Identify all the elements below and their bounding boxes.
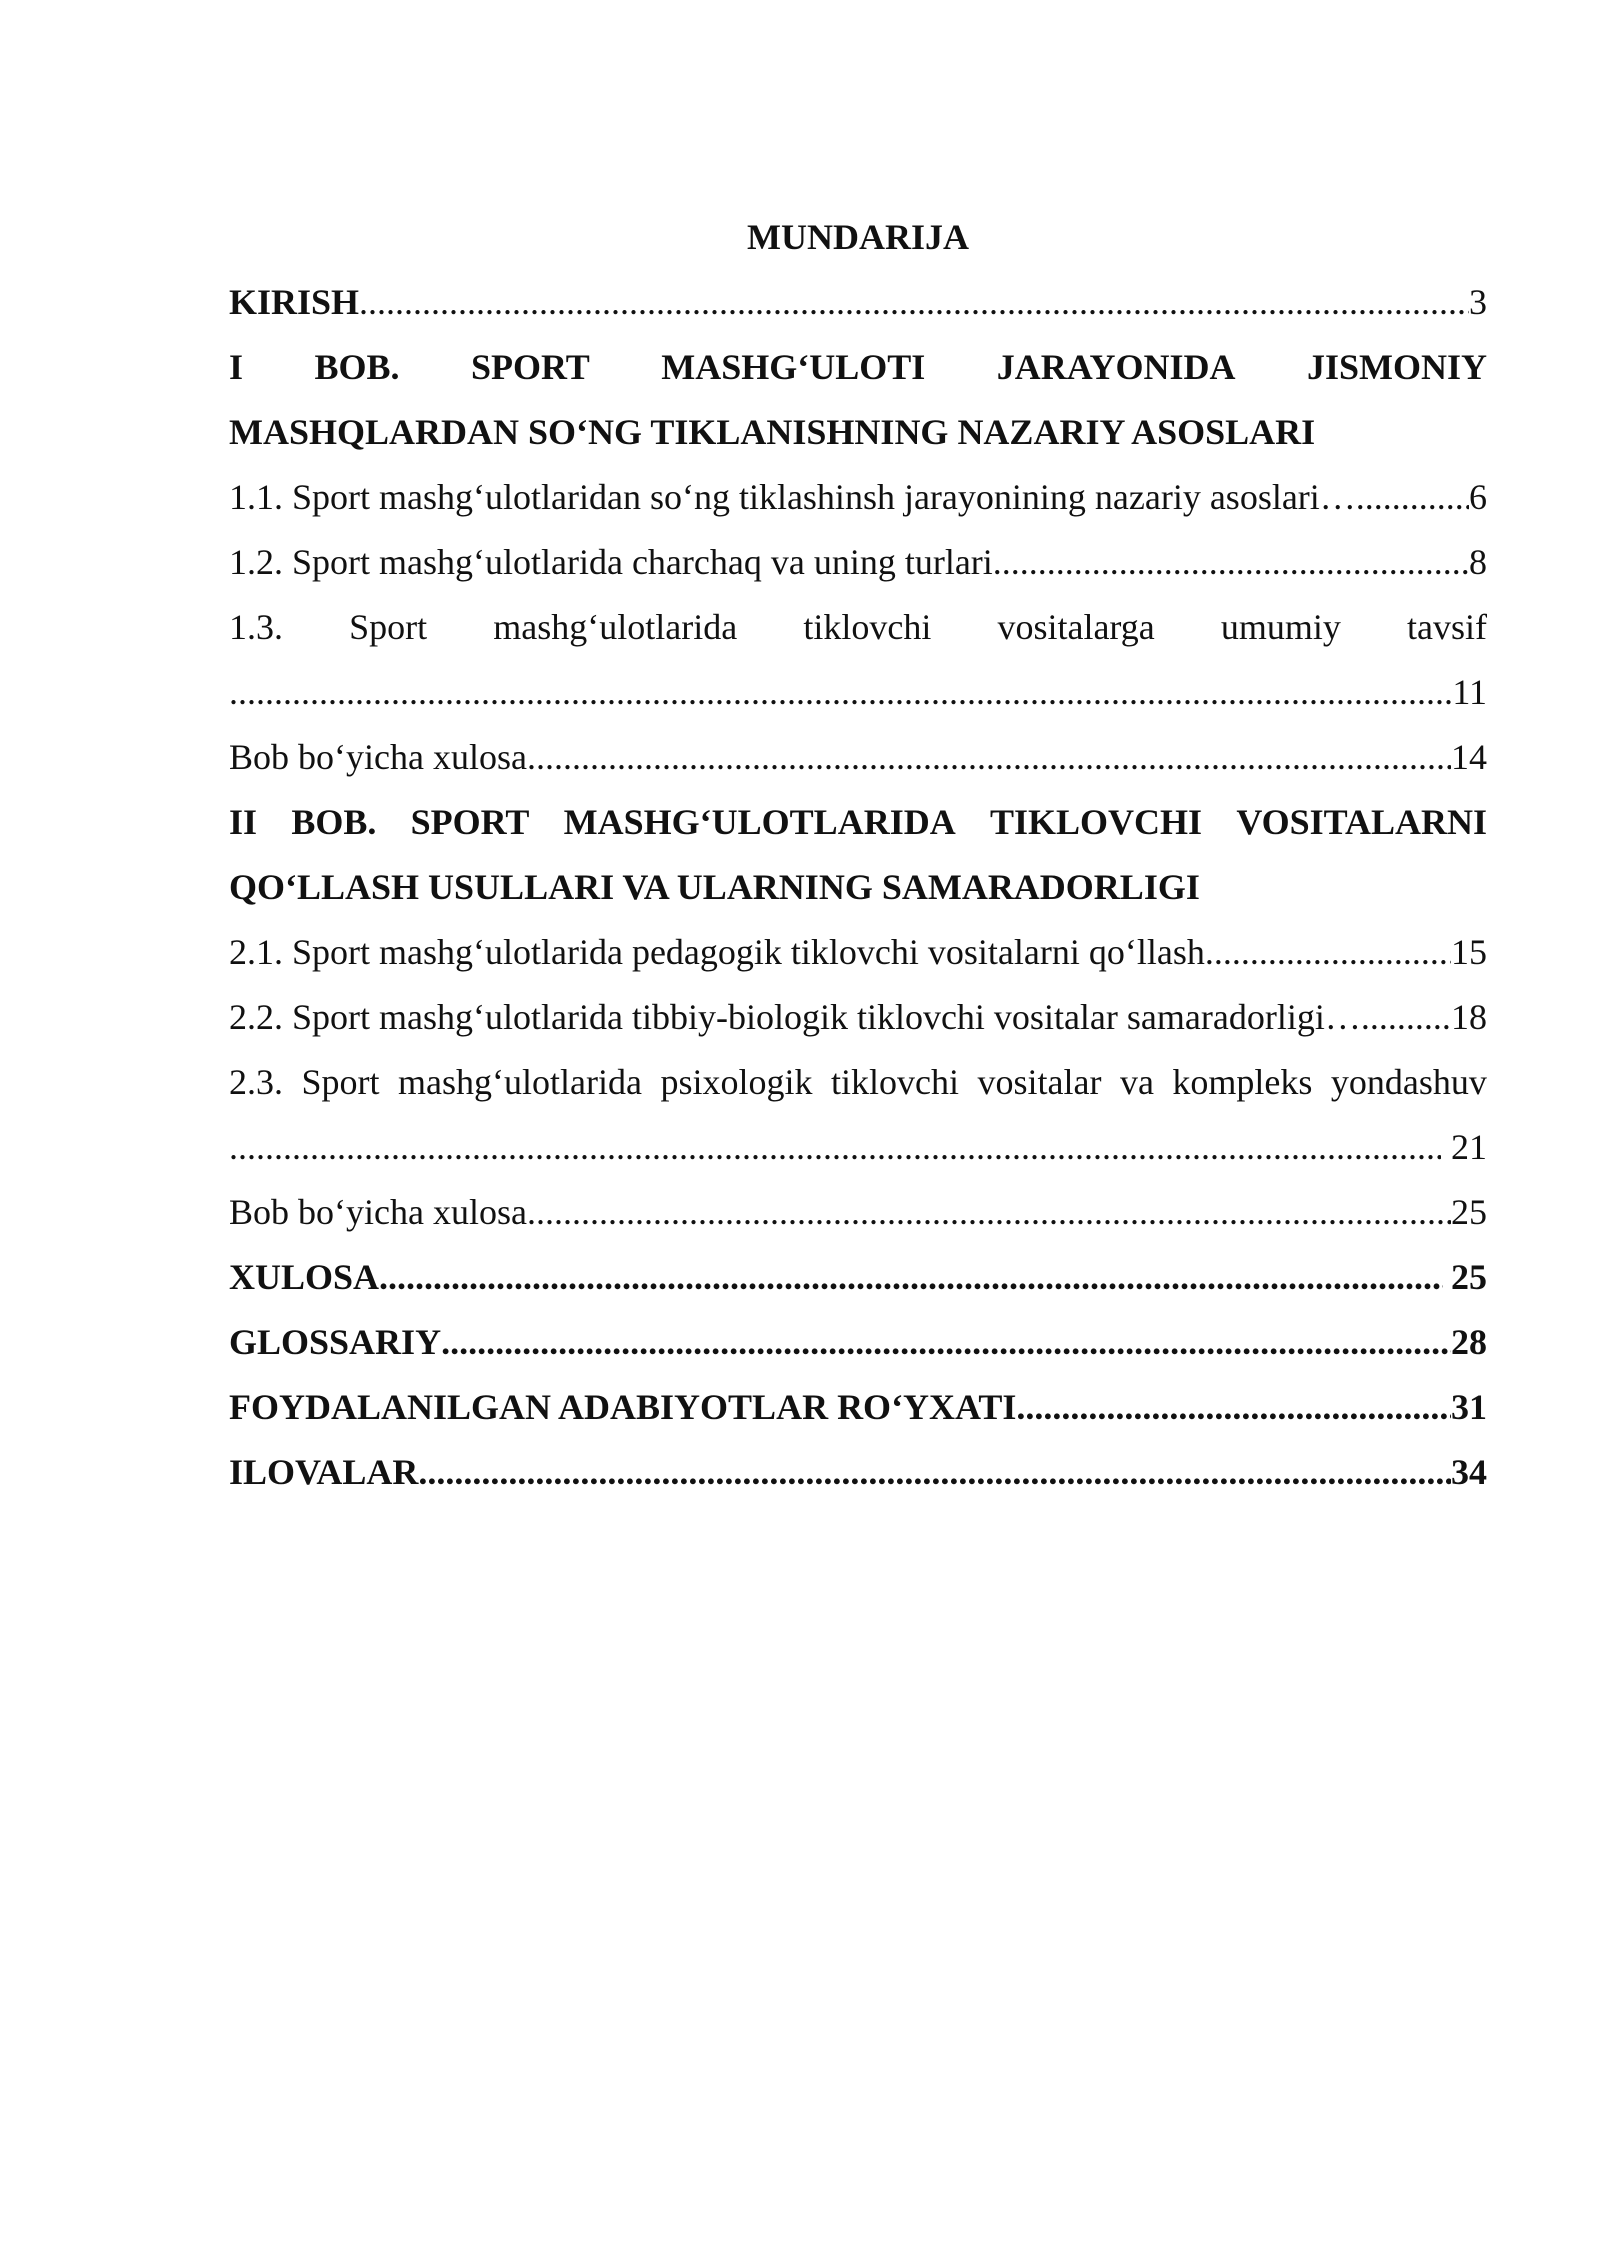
- dot-leader: [1205, 920, 1451, 985]
- toc-entry-2-3-line-1[interactable]: [229, 1050, 1487, 1115]
- word: Sport: [349, 607, 428, 647]
- word: TIKLOVCHI: [989, 802, 1203, 842]
- toc-entry-1-3-line-2[interactable]: [229, 660, 1487, 725]
- word: vositalarga: [997, 607, 1155, 647]
- toc-entry-text: FOYDALANILGAN ADABIYOTLAR RO‘YXATI: [229, 1387, 1017, 1427]
- dot-leader: [441, 1310, 1451, 1375]
- toc-entry-1-1[interactable]: [229, 465, 1487, 530]
- toc-chapter-1-line-1[interactable]: [229, 335, 1487, 400]
- toc-entry-text: KIRISH: [229, 282, 360, 322]
- toc-entry-text: 2.1. Sport mashg‘ulotlarida pedagogik tiklovchi vositalarni qo‘llash: [229, 932, 1205, 972]
- toc-page-number: 31: [1451, 1387, 1487, 1427]
- toc-entry-adabiyotlar[interactable]: [229, 1375, 1487, 1440]
- toc-entry-1-2[interactable]: [229, 530, 1487, 595]
- toc-entry-2-2[interactable]: [229, 985, 1487, 1050]
- word: Sport: [301, 1062, 380, 1102]
- toc-entry-text: Bob bo‘yicha xulosa: [229, 737, 527, 777]
- toc-chapter-2-line-2[interactable]: QO‘LLASH USULLARI VA ULARNING SAMARADORLIGI: [229, 867, 1200, 907]
- toc-entry-text: 2.2. Sport mashg‘ulotlarida tibbiy-biologik tiklovchi vositalar samaradorligi…: [229, 997, 1361, 1037]
- word: BOB.: [291, 802, 377, 842]
- word: BOB.: [314, 347, 400, 387]
- word: MASHG‘ULOTI: [661, 347, 926, 387]
- toc-page-number: 34: [1451, 1452, 1487, 1492]
- word: 2.3.: [229, 1062, 283, 1102]
- toc-page-number: 15: [1451, 932, 1487, 972]
- word: SPORT: [410, 802, 530, 842]
- toc-page-number: 21: [1451, 1127, 1487, 1167]
- toc-title: MUNDARIJA: [747, 217, 969, 257]
- toc-chapter-1-line-2[interactable]: MASHQLARDAN SO‘NG TIKLANISHNING NAZARIY ASOSLARI: [229, 412, 1316, 452]
- word: tiklovchi: [830, 1062, 959, 1102]
- toc-entry-1-3-line-1[interactable]: [229, 595, 1487, 660]
- dot-leader: [1356, 465, 1469, 530]
- word: umumiy: [1220, 607, 1341, 647]
- toc-entry-text: 1.2. Sport mashg‘ulotlarida charchaq va uning turlari: [229, 542, 993, 582]
- dot-leader: [379, 1245, 1443, 1310]
- dot-leader: [229, 660, 1452, 725]
- dot-leader: [527, 725, 1451, 790]
- word: MASHG‘ULOTLARIDA: [563, 802, 956, 842]
- toc-page-number: 25: [1451, 1192, 1487, 1232]
- toc-entry-chapter-2-summary[interactable]: [229, 1180, 1487, 1245]
- word: va: [1119, 1062, 1154, 1102]
- toc-entry-ilovalar[interactable]: [229, 1440, 1487, 1505]
- word: psixologik: [660, 1062, 813, 1102]
- toc-page-number: 6: [1469, 477, 1487, 517]
- word: mashg‘ulotlarida: [493, 607, 738, 647]
- toc-entry-2-1[interactable]: [229, 920, 1487, 985]
- toc-entry-kirish[interactable]: [229, 270, 1487, 335]
- word: II: [229, 802, 258, 842]
- dot-leader: [527, 1180, 1451, 1245]
- dot-leader: [993, 530, 1469, 595]
- toc-entry-text: 1.1. Sport mashg‘ulotlaridan so‘ng tiklashinsh jarayonining nazariy asoslari…: [229, 477, 1356, 517]
- word: JISMONIY: [1306, 347, 1487, 387]
- toc-entry-text: XULOSA: [229, 1257, 380, 1297]
- toc-entry-xulosa[interactable]: [229, 1245, 1487, 1310]
- word: yondashuv: [1330, 1062, 1487, 1102]
- word: vositalar: [977, 1062, 1102, 1102]
- toc-entry-text: GLOSSARIY: [229, 1322, 442, 1362]
- dot-leader: [418, 1440, 1451, 1505]
- dot-leader: [359, 270, 1469, 335]
- word: VOSITALARNI: [1236, 802, 1487, 842]
- word: tavsif: [1407, 607, 1487, 647]
- word: 1.3.: [229, 607, 283, 647]
- toc-page-number: 11: [1452, 672, 1487, 712]
- toc-entry-text: ILOVALAR: [229, 1452, 419, 1492]
- dot-leader: [229, 1115, 1441, 1180]
- toc-chapter-2-line-1[interactable]: [229, 790, 1487, 855]
- toc-entry-text: Bob bo‘yicha xulosa: [229, 1192, 527, 1232]
- toc-page-number: 8: [1469, 542, 1487, 582]
- toc-entry-glossariy[interactable]: [229, 1310, 1487, 1375]
- toc-page-number: 25: [1451, 1257, 1487, 1297]
- table-of-contents: [229, 205, 1487, 1505]
- word: kompleks: [1172, 1062, 1313, 1102]
- dot-leader: [1361, 985, 1451, 1050]
- toc-page-number: 28: [1451, 1322, 1487, 1362]
- toc-entry-2-3-line-2[interactable]: [229, 1115, 1487, 1180]
- toc-entry-chapter-1-summary[interactable]: [229, 725, 1487, 790]
- word: mashg‘ulotlarida: [398, 1062, 642, 1102]
- word: JARAYONIDA: [996, 347, 1236, 387]
- word: tiklovchi: [803, 607, 932, 647]
- toc-page-number: 14: [1451, 737, 1487, 777]
- toc-page-number: 3: [1469, 282, 1487, 322]
- dot-leader: [1016, 1375, 1451, 1440]
- toc-page-number: 18: [1451, 997, 1487, 1037]
- word: SPORT: [471, 347, 590, 387]
- word: I: [229, 347, 244, 387]
